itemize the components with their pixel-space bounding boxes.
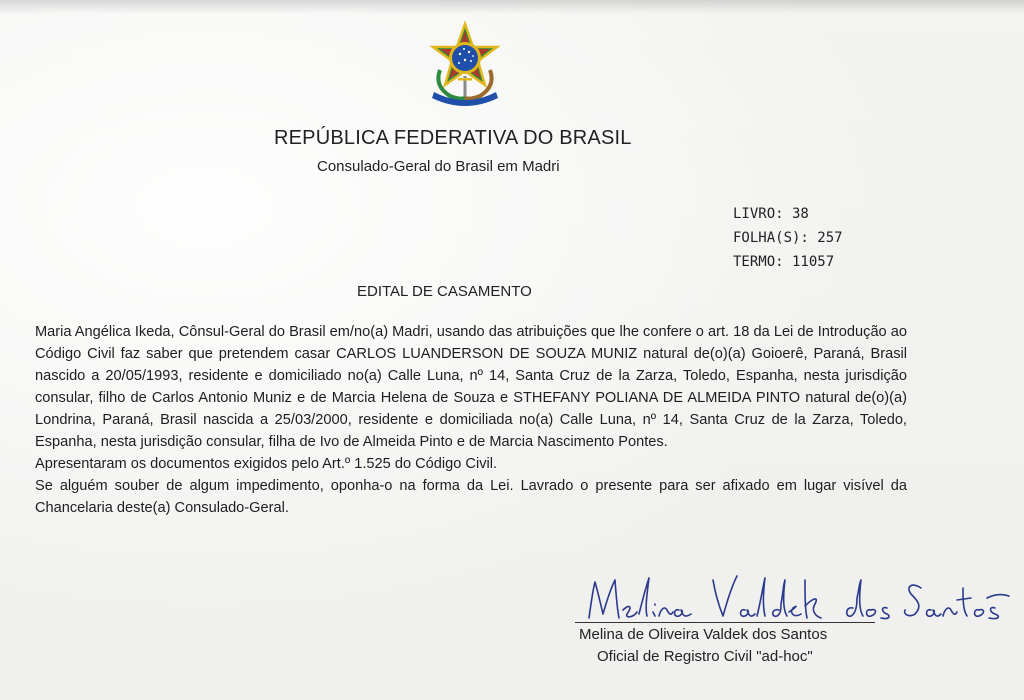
registry-livro: LIVRO: 38: [733, 206, 809, 222]
signer-role: Oficial de Registro Civil "ad-hoc": [597, 648, 813, 665]
consulate-subtitle: Consulado-Geral do Brasil em Madri: [317, 158, 560, 175]
signer-name: Melina de Oliveira Valdek dos Santos: [579, 626, 828, 643]
body-paragraph-1: Maria Angélica Ikeda, Cônsul-Geral do Brasil em/no(a) Madri, usando das atribuições que lhe confere o art. 18 da Lei de Introdução ao Código Civil faz saber que pretendem casar CARLOS LUANDERSON DE SOUZA MUNIZ natural de(o)(a) Goioerê, Paraná, Brasil nascido a 20/05/1993, residente e domiciliado no(a) Calle Luna, nº 14, Santa Cruz de la Zarza, Toledo, Espanha, nesta jurisdição consular, filho de Carlos Antonio Muniz e de Marcia Helena de Souza e STHEFANY POLIANA DE ALMEIDA PINTO natural de(o)(a) Londrina, Paraná, Brasil nascida a 25/03/2000, residente e domiciliada no(a) Calle Luna, nº 14, Santa Cruz de la Zarza, Toledo, Espanha, nesta jurisdição consular, filha de Ivo de Almeida Pinto e de Marcia Nascimento Pontes.: [35, 324, 907, 450]
handwritten-signature: [575, 568, 1015, 628]
registry-termo: TERMO: 11057: [733, 254, 835, 270]
document-body: [35, 321, 907, 519]
body-paragraph-2: Apresentaram os documentos exigidos pelo Art.º 1.525 do Código Civil.: [35, 456, 498, 472]
brazil-coat-of-arms-icon: [420, 18, 510, 108]
body-paragraph-3: Se alguém souber de algum impedimento, oponha-o na forma da Lei. Lavrado o presente para ser afixado em lugar visível da Chancelaria deste(a) Consulado-Geral.: [35, 478, 907, 516]
page-title: REPÚBLICA FEDERATIVA DO BRASIL: [274, 127, 632, 149]
signature-line: [575, 622, 875, 623]
scan-shadow: [0, 0, 1024, 14]
document-heading: EDITAL DE CASAMENTO: [357, 283, 532, 300]
registry-info: [733, 202, 843, 274]
registry-folhas: FOLHA(S): 257: [733, 230, 843, 246]
